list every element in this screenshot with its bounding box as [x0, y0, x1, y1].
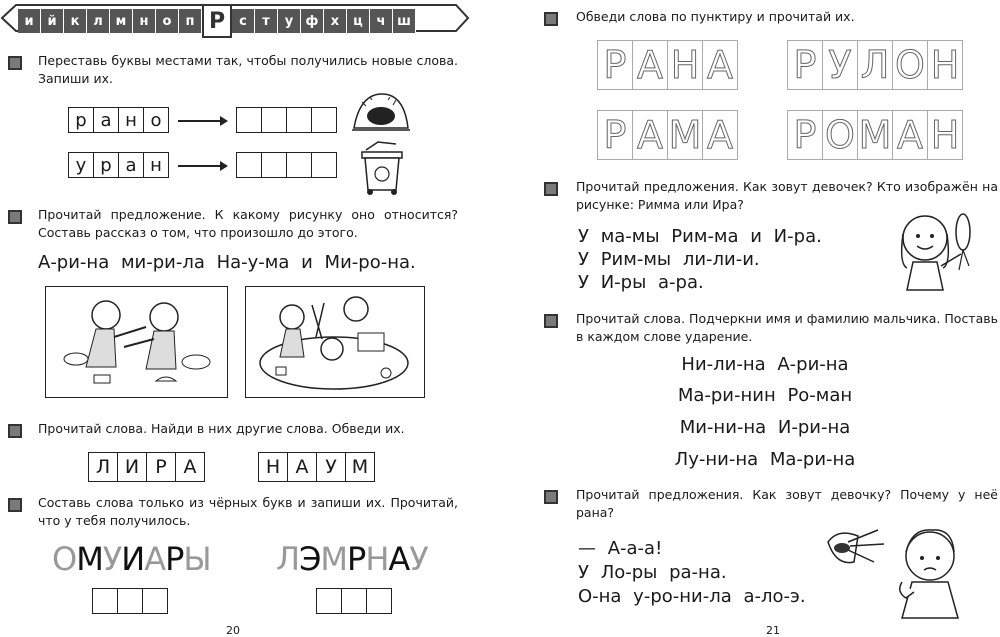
- dotted-letter: Р: [793, 113, 817, 157]
- letter-cell: У: [316, 452, 346, 482]
- aloe-pot-picture: [818, 522, 888, 572]
- dotted-letter: Н: [930, 43, 960, 87]
- dotted-word-rana[interactable]: [598, 40, 738, 90]
- dotted-letter-cell[interactable]: [857, 40, 893, 90]
- dotted-letter-cell[interactable]: [702, 110, 738, 160]
- task-marker: [544, 490, 558, 504]
- task-instruction: Обведи слова по пунктиру и прочитай их.: [576, 9, 855, 24]
- dotted-letter: Р: [603, 113, 627, 157]
- alphabet-letter: Р: [202, 4, 232, 38]
- dotted-letter: М: [668, 113, 702, 157]
- sentence-line: У ма-мы Рим-ма и И-ра.: [578, 226, 822, 247]
- letter-cell: н: [143, 152, 169, 178]
- empty-answer-cell[interactable]: [261, 107, 287, 133]
- dotted-letter-cell[interactable]: [892, 40, 928, 90]
- dotted-letter-cell[interactable]: [927, 110, 963, 160]
- letter-cell: Л: [88, 452, 118, 482]
- picture-fighting-boys[interactable]: [45, 286, 228, 398]
- alphabet-letter: у: [278, 9, 301, 33]
- letter-cell: у: [68, 152, 94, 178]
- letter-cell: р: [68, 107, 94, 133]
- letter-cell: Н: [258, 452, 288, 482]
- alphabet-letter: ц: [347, 9, 370, 33]
- dotted-letter-cell[interactable]: [702, 40, 738, 90]
- answer-cells[interactable]: [92, 588, 168, 614]
- girl-with-parrot-picture: [885, 204, 981, 294]
- dotted-letter-cell[interactable]: [632, 40, 668, 90]
- dotted-word-roman[interactable]: [788, 110, 963, 160]
- page-number: 20: [226, 624, 240, 637]
- task-marker: [544, 12, 558, 26]
- letter-cell: Р: [146, 452, 176, 482]
- word-line: Ми-ни-на И-ри-на: [679, 417, 851, 438]
- word-cells-naum[interactable]: [258, 452, 375, 482]
- left-page: [0, 0, 470, 637]
- alphabet-letter: т: [255, 9, 278, 33]
- black-letter: Р: [347, 540, 366, 578]
- dotted-letter-cell[interactable]: [927, 40, 963, 90]
- dotted-letter-cell[interactable]: [632, 110, 668, 160]
- task-instruction: Прочитай предложение. К какому рисунку оно относится? Составь рассказ о том, что произошло до этого.: [38, 207, 458, 240]
- task-instruction: Составь слова только из чёрных букв и запиши их. Прочитай, что у тебя получилось.: [38, 495, 458, 528]
- task-instruction: Прочитай предложения. Как зовут девочку? Почему у неё рана?: [576, 487, 998, 520]
- letter-cell: а: [93, 107, 119, 133]
- dotted-letter: А: [707, 43, 733, 87]
- grey-letter: У: [102, 540, 122, 578]
- alphabet-letter: с: [232, 9, 255, 33]
- sentence-line: У И-ры а-ра.: [578, 272, 704, 293]
- word-line: Ни-ли-на А-ри-на: [681, 354, 849, 375]
- letter-cell: н: [118, 107, 144, 133]
- sentence-line: У Рим-мы ли-ли-и.: [578, 249, 760, 270]
- dotted-letter-cell[interactable]: [597, 40, 633, 90]
- sentence-line: О-на у-ро-ни-ла а-ло-э.: [578, 586, 806, 607]
- burrow-picture: [350, 88, 412, 134]
- letter-cell: р: [93, 152, 119, 178]
- dotted-letter-cell[interactable]: [597, 110, 633, 160]
- empty-answer-cell[interactable]: [316, 588, 342, 614]
- dotted-letter: М: [858, 113, 892, 157]
- dotted-letter: У: [828, 43, 852, 87]
- picture-kids-playing[interactable]: [245, 286, 425, 398]
- task-marker: [8, 56, 22, 70]
- dotted-letter: А: [637, 113, 663, 157]
- empty-answer-cell[interactable]: [117, 588, 143, 614]
- grey-letter: М: [320, 540, 348, 578]
- dotted-letter-cell[interactable]: [667, 40, 703, 90]
- grey-letter: Н: [365, 540, 389, 578]
- alphabet-letter: и: [18, 9, 41, 33]
- empty-answer-cell[interactable]: [366, 588, 392, 614]
- word-line: Лу-ни-на Ма-ри-на: [674, 449, 856, 470]
- black-letter: Р: [165, 540, 184, 578]
- grey-letter: У: [409, 540, 428, 578]
- dotted-letter: А: [897, 113, 923, 157]
- dotted-letter-cell[interactable]: [822, 40, 858, 90]
- task-marker: [544, 182, 558, 196]
- dotted-letter-cell[interactable]: [892, 110, 928, 160]
- dotted-word-rama[interactable]: [598, 110, 738, 160]
- alphabet-letter: о: [156, 9, 179, 33]
- alphabet-letter: к: [64, 9, 87, 33]
- alphabet-letter: ф: [301, 9, 324, 33]
- alphabet-letter: й: [41, 9, 64, 33]
- word-cells-uran: [68, 152, 169, 178]
- task-marker: [544, 314, 558, 328]
- task-instruction: Прочитай слова. Найди в них другие слова. Обведи их.: [38, 421, 405, 436]
- empty-answer-cell[interactable]: [236, 152, 262, 178]
- dotted-letter-cell[interactable]: [857, 110, 893, 160]
- empty-answer-cell[interactable]: [341, 588, 367, 614]
- alphabet-letter: м: [110, 9, 133, 33]
- sentence-line: — А-а-а!: [578, 538, 663, 559]
- sentence-line: У Ло-ры ра-на.: [578, 562, 727, 583]
- task-marker: [8, 210, 22, 224]
- right-page: [530, 0, 1000, 637]
- letter-cell: о: [143, 107, 169, 133]
- grey-letter: Л: [276, 540, 300, 578]
- alphabet-strip: [18, 4, 416, 38]
- word-cells-rano: [68, 107, 169, 133]
- dotted-letter: А: [637, 43, 663, 87]
- letter-cell: А: [175, 452, 205, 482]
- black-letter: Э: [299, 540, 321, 578]
- dotted-letter: А: [707, 113, 733, 157]
- alphabet-letter: л: [87, 9, 110, 33]
- trash-bin-picture: [358, 140, 408, 196]
- arrow-icon: [178, 120, 226, 122]
- task-instruction: Переставь буквы местами так, чтобы получились новые слова. Запиши их.: [38, 53, 458, 86]
- dotted-letter-cell[interactable]: [787, 40, 823, 90]
- empty-answer-cell[interactable]: [92, 588, 118, 614]
- girl-with-wound-picture: [892, 522, 964, 622]
- letter-cell: А: [287, 452, 317, 482]
- black-letter: М: [76, 540, 103, 578]
- black-letter: А: [388, 540, 410, 578]
- alphabet-letter: ш: [393, 9, 416, 33]
- task-instruction: Прочитай предложения. Как зовут девочек? Кто изображён на рисунке: Римма или Ира?: [576, 179, 998, 212]
- dotted-letter: Н: [930, 113, 960, 157]
- answer-cells[interactable]: [236, 152, 337, 178]
- dotted-letter: Р: [603, 43, 627, 87]
- empty-answer-cell[interactable]: [286, 152, 312, 178]
- letter-cell: а: [118, 152, 144, 178]
- empty-answer-cell[interactable]: [311, 152, 337, 178]
- empty-answer-cell[interactable]: [286, 107, 312, 133]
- alphabet-letter: п: [179, 9, 202, 33]
- empty-answer-cell[interactable]: [311, 107, 337, 133]
- answer-cells[interactable]: [236, 107, 337, 133]
- dotted-letter-cell[interactable]: [822, 110, 858, 160]
- dotted-letter: Л: [860, 43, 890, 87]
- black-letter: И: [121, 540, 145, 578]
- answer-cells[interactable]: [316, 588, 392, 614]
- page-number: 21: [766, 624, 780, 637]
- task-marker: [8, 424, 22, 438]
- letter-puzzle-2: [276, 540, 428, 578]
- dotted-letter: О: [825, 113, 855, 157]
- word-cells-lira[interactable]: [88, 452, 205, 482]
- word-line: Ма-ри-нин Ро-ман: [677, 385, 853, 406]
- letter-cell: М: [345, 452, 375, 482]
- dotted-letter: Н: [670, 43, 700, 87]
- dotted-letter: О: [895, 43, 925, 87]
- grey-letter: О: [52, 540, 77, 578]
- grey-letter: Ы: [183, 540, 211, 578]
- empty-answer-cell[interactable]: [236, 107, 262, 133]
- empty-answer-cell[interactable]: [142, 588, 168, 614]
- task-marker: [8, 498, 22, 512]
- dotted-word-rulon[interactable]: [788, 40, 963, 90]
- empty-answer-cell[interactable]: [261, 152, 287, 178]
- alphabet-letter: н: [133, 9, 156, 33]
- dotted-letter-cell[interactable]: [787, 110, 823, 160]
- sentence: А-ри-на ми-ри-ла На-у-ма и Ми-ро-на.: [38, 252, 416, 273]
- arrow-icon: [178, 165, 226, 167]
- alphabet-letter: х: [324, 9, 347, 33]
- dotted-letter-cell[interactable]: [667, 110, 703, 160]
- dotted-letter: Р: [793, 43, 817, 87]
- letter-puzzle-1: [52, 540, 211, 578]
- alphabet-letter: ч: [370, 9, 393, 33]
- grey-letter: А: [144, 540, 166, 578]
- letter-cell: И: [117, 452, 147, 482]
- task-instruction: Прочитай слова. Подчеркни имя и фамилию мальчика. Поставь в каждом слове ударение.: [576, 311, 998, 344]
